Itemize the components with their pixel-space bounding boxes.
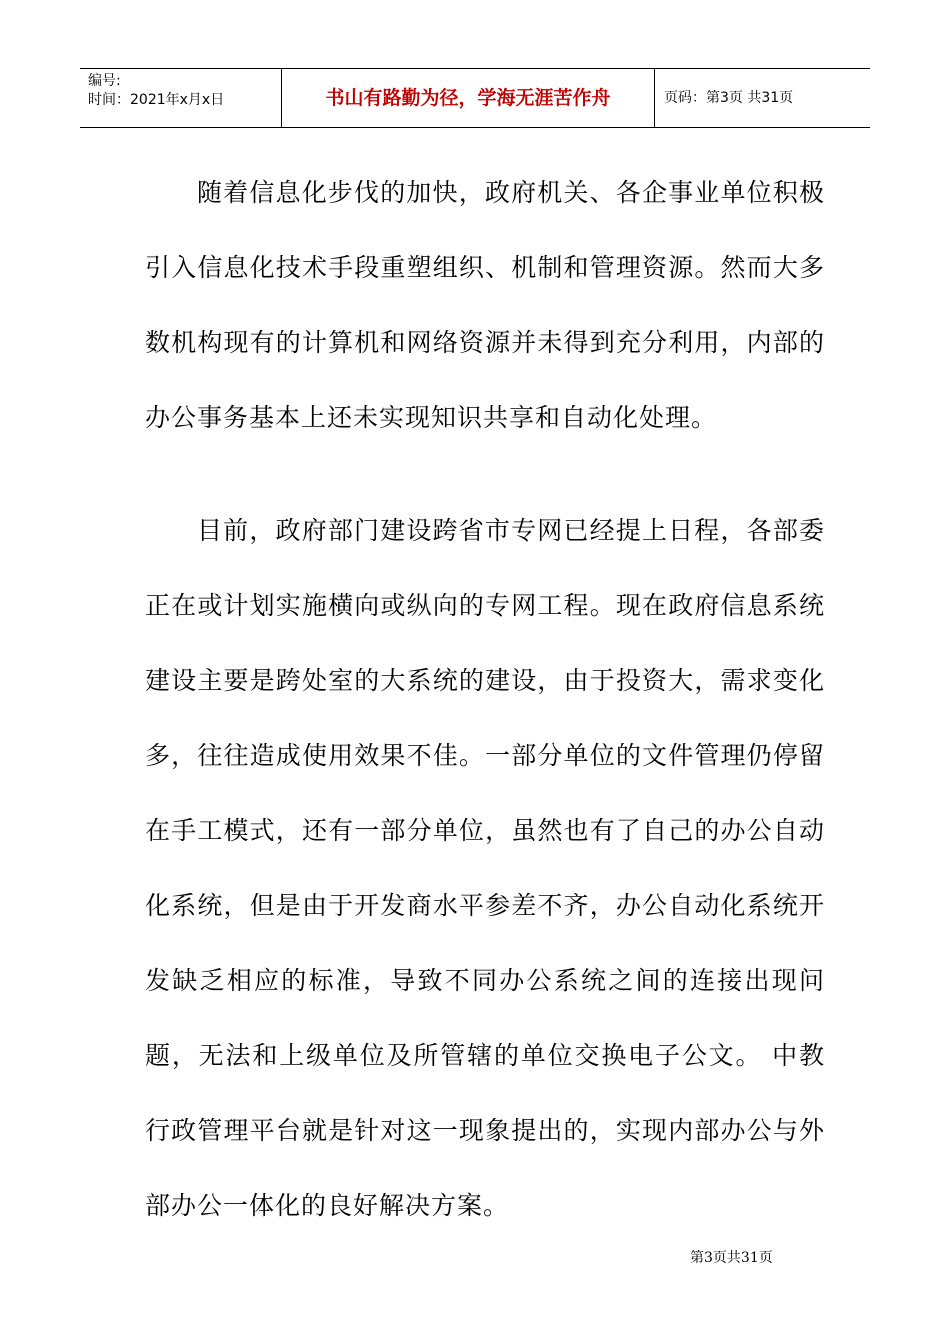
page-header [80, 68, 870, 128]
header-divider-right [654, 69, 655, 128]
header-motto: 书山有路勤为径，学海无涯苦作舟 [325, 87, 611, 109]
document-body [145, 155, 825, 1281]
body-paragraph-2: 目前，政府部门建设跨省市专网已经提上日程，各部委正在或计划实施横向或纵向的专网工程。现在政府信息系统建设主要是跨处室的大系统的建设，由于投资大，需求变化多，往往造成使用效果不佳。一部分单位的文件管理仍停留在手工模式，还有一部分单位，虽然也有了自己的办公自动化系统，但是由于开发商水平参差不齐，办公自动化系统开发缺乏相应的标准，导致不同办公系统之间的连接出现问题，无法和上级单位及所管辖的单位交换电子公文。 中教行政管理平台就是针对这一现象提出的，实现内部办公与外部办公一体化的良好解决方案。 [145, 516, 825, 1220]
document-date: 时间：2021年x月x日 [88, 92, 225, 108]
header-meta [88, 72, 224, 110]
header-page-info: 页码：第3页 共31页 [664, 90, 794, 106]
document-number-label: 编号: [88, 73, 121, 89]
body-paragraph-1: 随着信息化步伐的加快，政府机关、各企事业单位积极引入信息化技术手段重塑组织、机制和管理资源。然而大多数机构现有的计算机和网络资源并未得到充分利用，内部的办公事务基本上还未实现知识共享和自动化处理。 [145, 178, 825, 432]
page-footer: 第3页共31页 [690, 1250, 773, 1266]
